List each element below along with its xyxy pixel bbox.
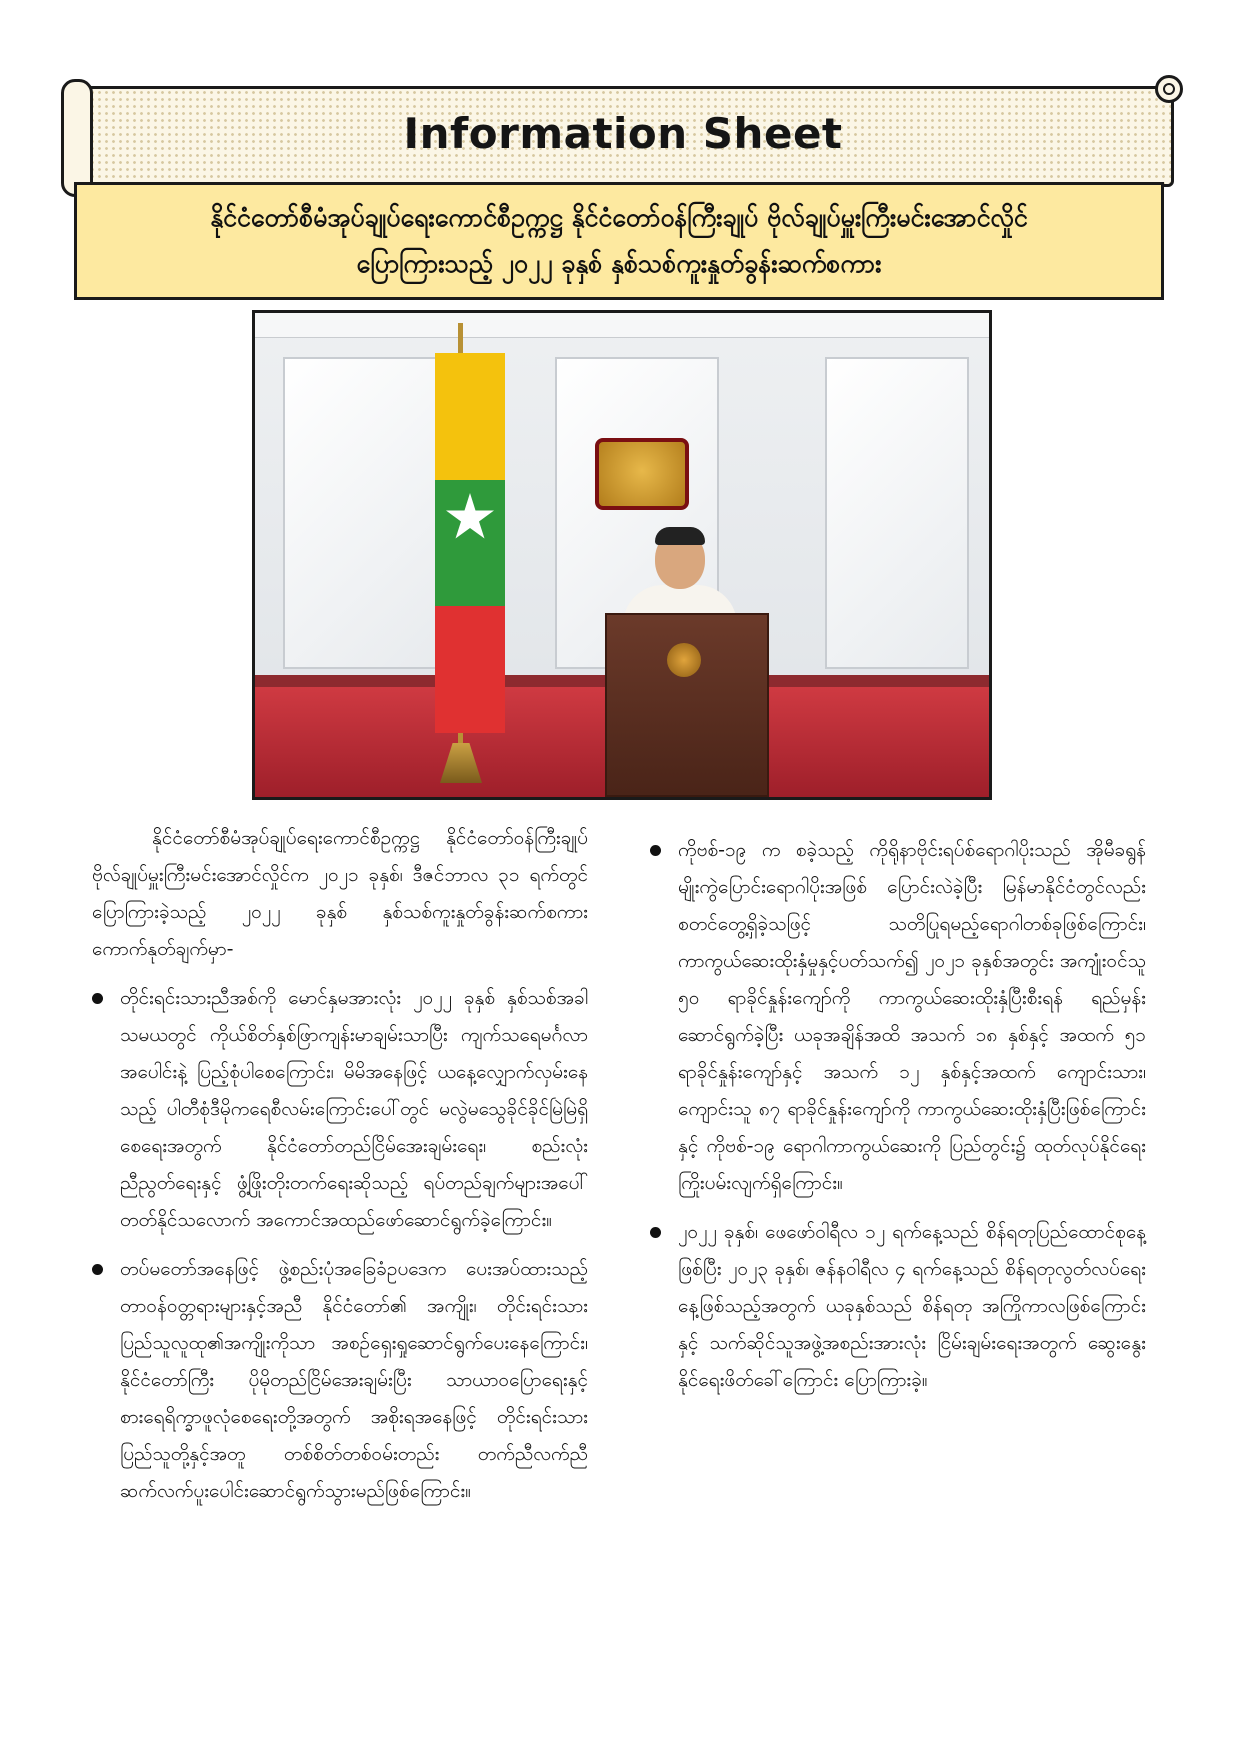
headline-box (74, 182, 1164, 300)
intro-paragraph: နိုင်ငံတော်စီမံအုပ်ချုပ်ရေးကောင်စီဥက္ကဋ္ဌ နိုင်ငံတော်ဝန်ကြီးချုပ် ဗိုလ်ချုပ်မှူးကြီးမင်းအောင်လှိုင်က ၂၀၂၁ ခုနှစ်၊ ဒီဇင်ဘာလ ၃၁ ရက်တွင် ပြောကြားခဲ့သည့် ၂၀၂၂ ခုနှစ် နှစ်သစ်ကူးနှုတ်ခွန်းဆက်စကားကောက်နုတ်ချက်မှာ- (92, 827, 588, 960)
list-item-text: ကိုဗစ်-၁၉ က စခဲ့သည့် ကိုရိုနာဗိုင်းရပ်စ်ရောဂါပိုးသည် အိုမီခရွန်မျိုးကွဲပြောင်းရောဂါပိုးအဖြစ် ပြောင်းလဲခဲ့ပြီး မြန်မာနိုင်ငံတွင်လည်း စတင်တွေ့ရှိခဲ့သဖြင့် သတိပြုရမည့်ရောဂါတစ်ခုဖြစ်ကြောင်း၊ ကာကွယ်ဆေးထိုးနှံမှုနှင့်ပတ်သက်၍ ၂၀၂၁ ခုနှစ်အတွင်း အကျုံးဝင်သူ ၅၀ ရာခိုင်နှုန်းကျော်ကို ကာကွယ်ဆေးထိုးနှံပြီးစီးရန် ရည်မှန်းဆောင်ရွက်ခဲ့ပြီး ယခုအချိန်အထိ အသက် ၁၈ နှစ်နှင့် အထက် ၅၁ ရာခိုင်နှုန်းကျော်နှင့် အသက် ၁၂ နှစ်နှင့်အထက် ကျောင်းသား၊ ကျောင်းသူ ၈၇ ရာခိုင်နှုန်းကျော်ကို ကာကွယ်ဆေးထိုးနှံပြီးဖြစ်ကြောင်းနှင့် ကိုဗစ်-၁၉ ရောဂါကာကွယ်ဆေးကို ပြည်တွင်း၌ ထုတ်လုပ်နိုင်ရေး ကြိုးပမ်းလျက်ရှိကြောင်း။ (678, 839, 1146, 1194)
ceiling (255, 313, 989, 338)
scroll-curl-right (1155, 75, 1183, 103)
body-column-left (92, 820, 588, 1510)
speaker-hair (655, 527, 705, 545)
list-item (650, 832, 1146, 1202)
bullet-dot-icon (92, 993, 103, 1004)
state-emblem-icon (595, 438, 689, 510)
wall-panel (283, 357, 437, 669)
list-item (92, 1251, 588, 1510)
wall-panel (825, 357, 969, 669)
bullet-dot-icon (92, 1264, 103, 1275)
body-column-right (650, 820, 1146, 1399)
bullet-dot-icon (650, 845, 661, 856)
title-banner (72, 86, 1174, 187)
headline-line-1: နိုင်ငံတော်စီမံအုပ်ချုပ်ရေးကောင်စီဥက္ကဋ္ဌ နိုင်ငံတော်ဝန်ကြီးချုပ် ဗိုလ်ချုပ်မှူးကြီးမင်းအောင်လှိုင် (210, 203, 1028, 232)
list-item (92, 980, 588, 1239)
list-item-text: ၂၀၂၂ ခုနှစ်၊ ဖေဖော်ဝါရီလ ၁၂ ရက်နေ့သည် စိန်ရတုပြည်ထောင်စုနေ့ဖြစ်ပြီး ၂၀၂၃ ခုနှစ်၊ ဇန်နဝါရီလ ၄ ရက်နေ့သည် စိန်ရတုလွတ်လပ်ရေးနေ့ဖြစ်သည့်အတွက် ယခုနှစ်သည် စိန်ရတု အကြိုကာလဖြစ်ကြောင်းနှင့် သက်ဆိုင်သူအဖွဲ့အစည်းအားလုံး ငြိမ်းချမ်းရေးအတွက် ဆွေးနွေးနိုင်ရေးဖိတ်ခေါ်ကြောင်း ပြောကြားခဲ့။ (678, 1221, 1146, 1391)
bullet-dot-icon (650, 1227, 661, 1238)
page-title: Information Sheet (403, 109, 843, 158)
lectern-emblem-icon (667, 643, 701, 677)
national-flag-icon (435, 353, 505, 733)
list-item-text: တပ်မတော်အနေဖြင့် ဖွဲ့စည်းပုံအခြေခံဥပဒေက ပေးအပ်ထားသည့် တာဝန်ဝတ္တရားများနှင့်အညီ နိုင်ငံတော်၏ အကျိုး၊ တိုင်းရင်းသားပြည်သူလူထု၏အကျိုးကိုသာ အစဉ်ရှေးရှုဆောင်ရွက်ပေးနေကြောင်း၊ နိုင်ငံတော်ကြီး ပိုမိုတည်ငြိမ်အေးချမ်းပြီး သာယာဝပြောရေးနှင့် စားရေရိက္ခာဖူလုံစေရေးတို့အတွက် အစိုးရအနေဖြင့် တိုင်းရင်းသားပြည်သူတို့နှင့်အတူ တစ်စိတ်တစ်ဝမ်းတည်း တက်ညီလက်ညီ ဆက်လက်ပူးပေါင်းဆောင်ရွက်သွားမည်ဖြစ်ကြောင်း။ (120, 1258, 588, 1502)
lectern (605, 613, 769, 797)
list-item-text: တိုင်းရင်းသားညီအစ်ကို မောင်နှမအားလုံး ၂၀၂၂ ခုနှစ် နှစ်သစ်အခါသမယတွင် ကိုယ်စိတ်နှစ်ဖြာကျန်းမာချမ်းသာပြီး ကျက်သရေမင်္ဂလာအပေါင်းနဲ့ ပြည့်စုံပါစေကြောင်း၊ မိမိအနေဖြင့် ယနေ့လျှောက်လှမ်းနေသည့် ပါတီစုံဒီမိုကရေစီလမ်းကြောင်းပေါ်တွင် မလွဲမသွေခိုင်ခိုင်မြဲမြဲရှိစေရေးအတွက် နိုင်ငံတော်တည်ငြိမ်အေးချမ်းရေး၊ စည်းလုံးညီညွတ်ရေးနှင့် ဖွံ့ဖြိုးတိုးတက်ရေးဆိုသည့် ရပ်တည်ချက်များအပေါ် တတ်နိုင်သလောက် အကောင်အထည်ဖော်ဆောင်ရွက်ခဲ့ကြောင်း။ (120, 987, 588, 1231)
speaker-at-podium-photo (252, 310, 992, 800)
headline-line-2: ပြောကြားသည့် ၂၀၂၂ ခုနှစ် နှစ်သစ်ကူးနှုတ်ခွန်းဆက်စကား (356, 249, 882, 278)
list-item (650, 1214, 1146, 1399)
